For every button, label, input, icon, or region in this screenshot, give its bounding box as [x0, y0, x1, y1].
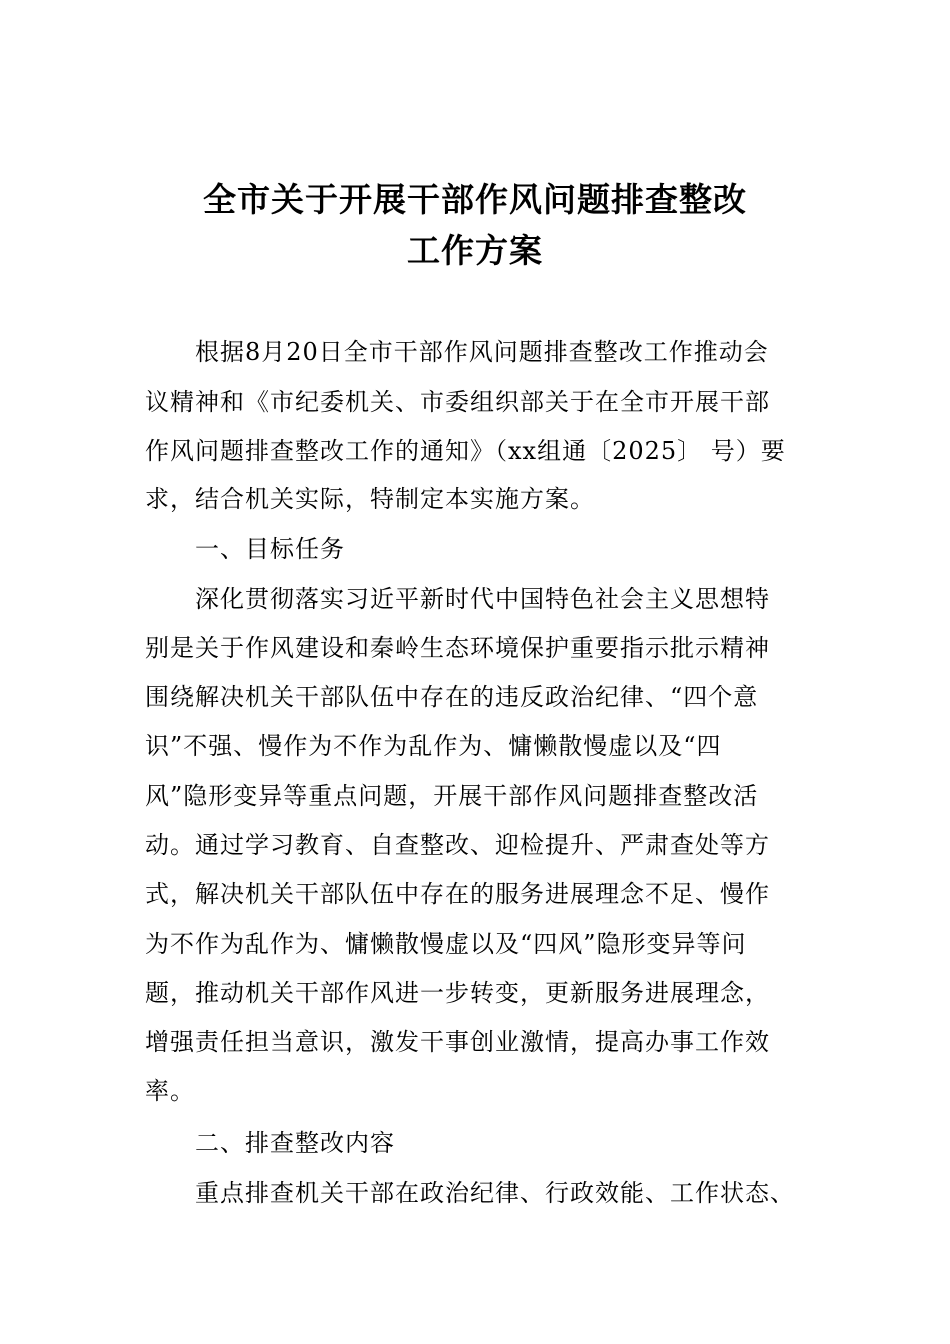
paragraph-line: 率。 — [145, 1077, 195, 1105]
paragraph-line: 动。通过学习教育、自查整改、迎检提升、严肃查处等方 — [145, 831, 770, 859]
paragraph-line: 根据8月20日全市干部作风问题排查整改工作推动会 — [195, 338, 769, 366]
paragraph-line: 别是关于作风建设和秦岭生态环境保护重要指示批示精神 — [145, 634, 770, 662]
paragraph-line: 作风问题排查整改工作的通知》（xx组通〔2025〕 号）要 — [145, 437, 786, 465]
paragraph-line: 式，解决机关干部队伍中存在的服务进展理念不足、慢作 — [145, 880, 770, 908]
paragraph-line: 议精神和《市纪委机关、市委组织部关于在全市开展干部 — [145, 388, 770, 416]
paragraph-line: 重点排查机关干部在政治纪律、行政效能、工作状态、 — [195, 1179, 795, 1207]
section-heading: 二、排查整改内容 — [195, 1129, 395, 1157]
paragraph-line: 深化贯彻落实习近平新时代中国特色社会主义思想特 — [195, 585, 770, 613]
document-title-line-2: 工作方案 — [407, 231, 543, 270]
paragraph-line: 识”不强、慢作为不作为乱作为、慵懒散慢虚以及“四 — [145, 732, 722, 760]
section-heading: 一、目标任务 — [195, 535, 345, 563]
paragraph-line: 增强责任担当意识，激发干事创业激情，提高办事工作效 — [145, 1028, 770, 1056]
paragraph-line: 围绕解决机关干部队伍中存在的违反政治纪律、“四个意 — [145, 683, 759, 711]
document-title-line-1: 全市关于开展干部作风问题排查整改 — [203, 180, 747, 219]
paragraph-line: 题，推动机关干部作风进一步转变，更新服务进展理念， — [145, 979, 770, 1007]
paragraph-line: 求，结合机关实际，特制定本实施方案。 — [145, 485, 595, 513]
paragraph-line: 风”隐形变异等重点问题，开展干部作风问题排查整改活 — [145, 782, 759, 810]
paragraph-line: 为不作为乱作为、慵懒散慢虚以及“四风”隐形变异等问 — [145, 930, 747, 958]
